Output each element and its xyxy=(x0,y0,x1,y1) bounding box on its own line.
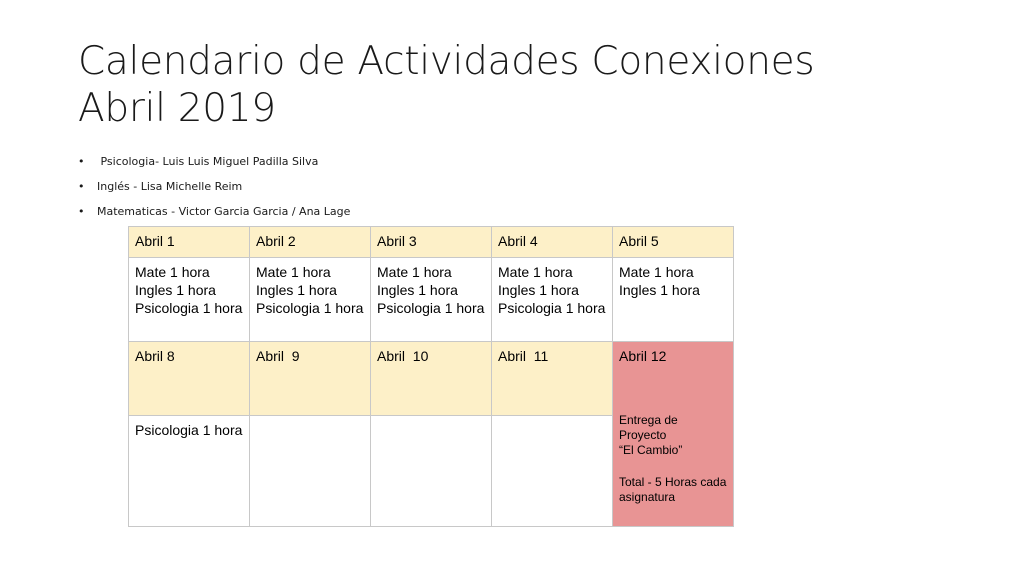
teacher-list xyxy=(78,153,350,228)
activity-cell xyxy=(250,258,371,342)
activity-line: Mate 1 hora xyxy=(256,264,331,280)
activity-line: Ingles 1 hora xyxy=(619,282,700,298)
day-header: Abril 1 xyxy=(129,227,250,258)
activity-line: Psicologia 1 hora xyxy=(256,300,364,316)
activity-cell xyxy=(129,258,250,342)
activity-cell xyxy=(250,416,371,527)
activity-line: Mate 1 hora xyxy=(619,264,694,280)
project-name: “El Cambio” xyxy=(619,443,683,457)
activity-line: Psicologia 1 hora xyxy=(377,300,485,316)
activity-line: Ingles 1 hora xyxy=(498,282,579,298)
calendar-table xyxy=(128,226,734,527)
bullet-icon: • xyxy=(78,180,85,193)
activity-cell xyxy=(371,416,492,527)
activity-line: Psicologia 1 hora xyxy=(135,300,243,316)
day-header: Abril 3 xyxy=(371,227,492,258)
activity-line: Ingles 1 hora xyxy=(377,282,458,298)
week1-header-row xyxy=(129,227,734,258)
title-line-2: Abril 2019 xyxy=(78,86,276,131)
day-header: Abril 2 xyxy=(250,227,371,258)
activity-line: Ingles 1 hora xyxy=(135,282,216,298)
activity-cell xyxy=(129,416,250,527)
list-item-text: Matematicas - Victor Garcia Garcia / Ana Lage xyxy=(97,205,351,218)
activity-line: Mate 1 hora xyxy=(135,264,210,280)
day-header: Abril 8 xyxy=(129,342,250,416)
list-item-text: Psicologia- Luis Luis Miguel Padilla Silva xyxy=(97,155,319,168)
list-item xyxy=(78,153,350,178)
day-header: Abril 11 xyxy=(492,342,613,416)
activity-cell xyxy=(371,258,492,342)
day-header: Abril 12 xyxy=(619,348,667,364)
activity-line: Psicologia 1 hora xyxy=(498,300,606,316)
list-item xyxy=(78,178,350,203)
list-item-text: Inglés - Lisa Michelle Reim xyxy=(97,180,243,193)
total-hours-text: Total - 5 Horas cada asignatura xyxy=(619,475,727,504)
activity-line: Psicologia 1 hora xyxy=(135,422,243,438)
activity-cell xyxy=(613,258,734,342)
day-header: Abril 5 xyxy=(613,227,734,258)
activity-line: Mate 1 hora xyxy=(377,264,452,280)
day-header: Abril 9 xyxy=(250,342,371,416)
activity-line: Ingles 1 hora xyxy=(256,282,337,298)
page-title xyxy=(78,38,978,132)
activity-cell xyxy=(492,416,613,527)
project-deadline-cell xyxy=(613,342,734,527)
bullet-icon: • xyxy=(78,205,85,218)
activity-line: Mate 1 hora xyxy=(498,264,573,280)
day-header: Abril 4 xyxy=(492,227,613,258)
day-header: Abril 10 xyxy=(371,342,492,416)
week2-header-row xyxy=(129,342,734,416)
week1-activity-row xyxy=(129,258,734,342)
title-line-1: Calendario de Actividades Conexiones xyxy=(78,39,815,84)
deadline-text: Entrega de Proyecto xyxy=(619,413,678,442)
activity-cell xyxy=(492,258,613,342)
list-item xyxy=(78,203,350,228)
bullet-icon: • xyxy=(78,155,85,168)
